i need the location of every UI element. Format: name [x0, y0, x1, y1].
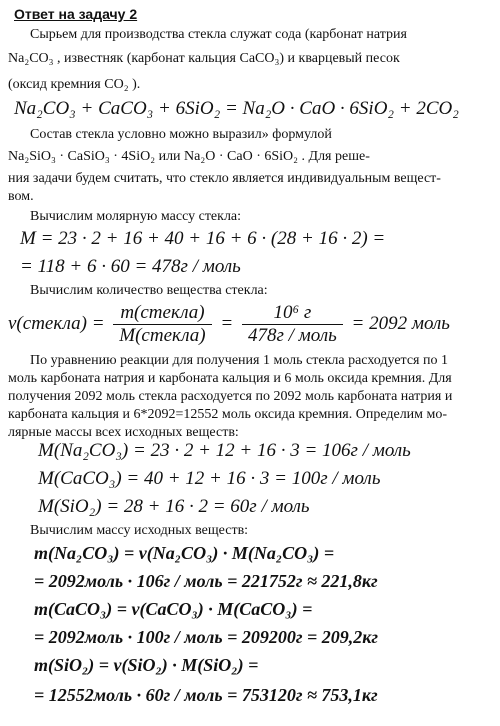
- composition-line-4: вом.: [8, 189, 34, 204]
- fraction-numerator: m(стекла): [113, 302, 211, 325]
- fraction-values: [242, 302, 343, 347]
- reaction-equation: Na₂CO₃ + CaCO₃ + 6SiO₂ = Na₂O · CaO · 6SiO₂ + 2CO₂: [14, 98, 459, 119]
- fraction-mass-over-molar: [113, 302, 211, 347]
- fraction-denominator-value: 478г / моль: [247, 325, 337, 346]
- mass-label: Вычислим массу исходных веществ:: [30, 523, 249, 538]
- molar-mass-eq-2: = 118 + 6 · 60 = 478г / моль: [20, 256, 241, 277]
- reaction-text-5: лярные массы всех исходных веществ:: [8, 425, 239, 440]
- mass-caco3-1: m(CaCO₃) = ν(CaCO₃) · M(CaCO₃) =: [34, 599, 313, 619]
- amount-eq-sign: =: [220, 312, 234, 334]
- amount-label: Вычислим количество вещества стекла:: [30, 283, 268, 298]
- composition-line-3: ния задачи будем считать, что стекло является индивидуальным вещест-: [8, 171, 441, 186]
- molar-mass-eq-1: M = 23 · 2 + 16 + 40 + 16 + 6 · (28 + 16 · 2) =: [20, 228, 386, 249]
- molar-mass-caco3: M(CaCO₃) = 40 + 12 + 16 · 3 = 100г / моль: [38, 468, 381, 489]
- mass-sio2-2: = 12552моль · 60г / моль = 753120г ≈ 753,1кг: [34, 685, 378, 705]
- fraction-denominator: M(стекла): [119, 325, 206, 346]
- reaction-text-1: По уравнению реакции для получения 1 моль стекла расходуется по 1: [30, 353, 448, 368]
- intro-line-3: (оксид кремния CO₂ ).: [8, 77, 141, 92]
- molar-mass-na2co3: M(Na₂CO₃) = 23 · 2 + 12 + 16 · 3 = 106г / моль: [38, 440, 411, 461]
- amount-lhs: ν(стекла) =: [8, 312, 105, 334]
- intro-line-2: Na₂CO₃ , известняк (карбонат кальция CaCO₃) и кварцевый песок: [8, 51, 400, 66]
- molar-mass-sio2: M(SiO₂) = 28 + 16 · 2 = 60г / моль: [38, 496, 310, 517]
- molar-mass-label: Вычислим молярную массу стекла:: [30, 209, 242, 224]
- composition-line-1: Состав стекла условно можно выразил» формулой: [30, 127, 332, 142]
- mass-caco3-2: = 2092моль · 100г / моль = 209200г = 209,2кг: [34, 627, 379, 647]
- mass-na2co3-1: m(Na₂CO₃) = ν(Na₂CO₃) · M(Na₂CO₃) =: [34, 543, 335, 563]
- fraction-numerator-value: 10⁶ г: [242, 302, 343, 325]
- mass-sio2-1: m(SiO₂) = ν(SiO₂) · M(SiO₂) =: [34, 655, 259, 675]
- reaction-text-4: карбоната кальция и 6*2092=12552 моль оксида кремния. Определим мо-: [8, 407, 448, 422]
- amount-equation: [8, 302, 450, 347]
- amount-result: = 2092 моль: [351, 312, 450, 334]
- reaction-text-3: получения 2092 моль стекла расходуется по 2092 моль карбоната натрия и: [8, 389, 453, 404]
- intro-line-1: Сырьем для производства стекла служат сода (карбонат натрия: [30, 27, 407, 42]
- heading: Ответ на задачу 2: [14, 6, 138, 22]
- composition-line-2: Na₂SiO₃ · CaSiO₃ · 4SiO₂ или Na₂O · CaO · 6SiO₂ . Для реше-: [8, 149, 370, 164]
- mass-na2co3-2: = 2092моль · 106г / моль = 221752г ≈ 221,8кг: [34, 571, 378, 591]
- reaction-text-2: моль карбоната натрия и карбоната кальция и 6 моль оксида кремния. Для: [8, 371, 452, 386]
